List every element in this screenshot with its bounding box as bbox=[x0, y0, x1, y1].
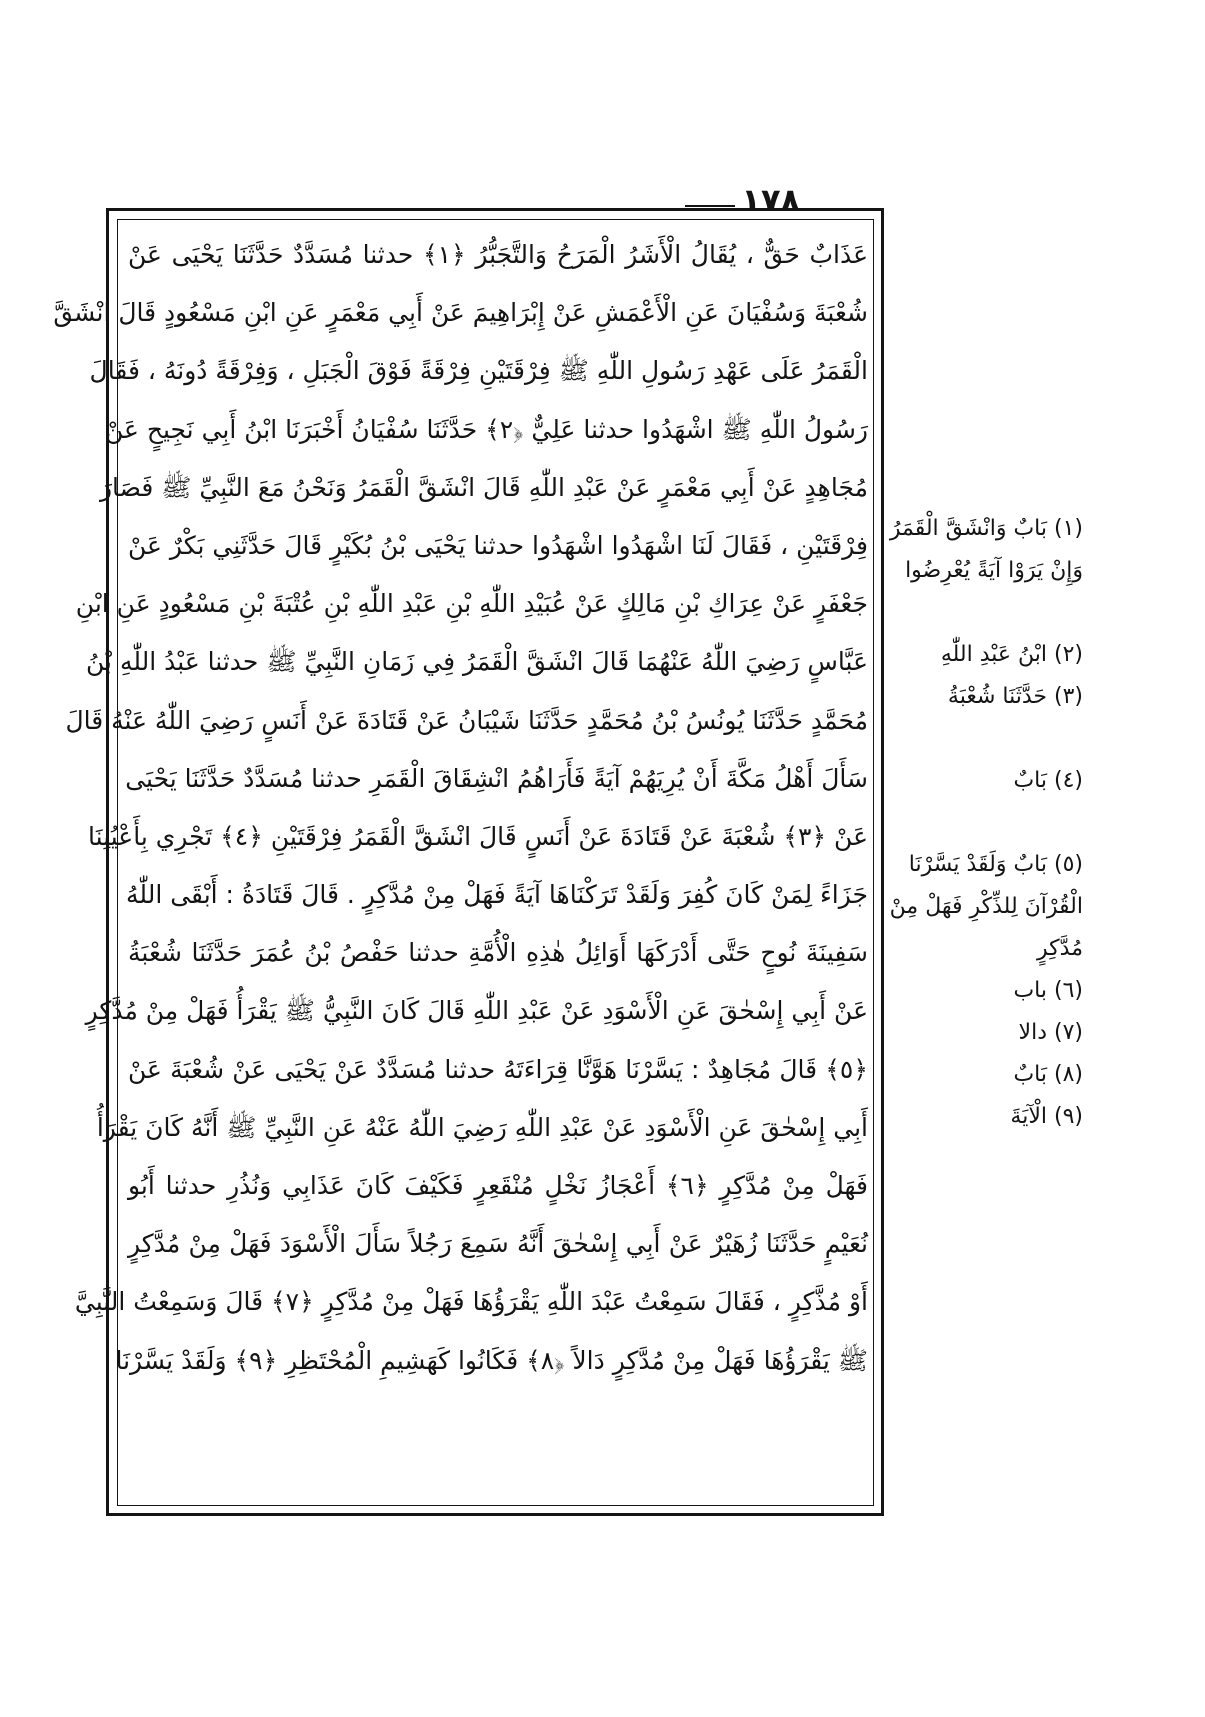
main-text-block bbox=[53, 226, 868, 1502]
text-line: سَفِينَةَ نُوحٍ حَتَّى أَدْرَكَهَا أَوَائِلُ هٰذِهِ الْأُمَّةِ حدثنا حَفْصُ بْنُ عُمَرَ حَدَّثَنَا شُعْبَةُ bbox=[128, 938, 868, 968]
margin-note: (٤) بَابٌ bbox=[1013, 768, 1083, 793]
text-line: فِرْقَتَيْنِ ، فَقَالَ لَنَا اشْهَدُوا اشْهَدُوا حدثنا يَحْيَى بْنُ بُكَيْرٍ قَالَ حَدَّثَنِي بَكْرٌ عَنْ bbox=[128, 530, 868, 560]
margin-note: (٢) ابْنُ عَبْدِ اللّٰهِ bbox=[940, 642, 1083, 667]
text-line: سَأَلَ أَهْلُ مَكَّةَ أَنْ يُرِيَهُمْ آيَةً فَأَرَاهُمُ انْشِقَاقَ الْقَمَرِ حدثنا مُسَدَّدٌ حَدَّثَنَا يَحْيَى bbox=[125, 763, 868, 793]
text-line: عَنْ أَبِي إِسْحٰقَ عَنِ الْأَسْوَدِ عَنْ عَبْدِ اللّٰهِ قَالَ كَانَ النَّبِيُّ ﷺ يَقْرَأُ فَهَلْ مِنْ مُدَّكِرٍ bbox=[85, 996, 868, 1026]
text-line: شُعْبَةَ وَسُفْيَانَ عَنِ الْأَعْمَشِ عَنْ إِبْرَاهِيمَ عَنْ أَبِي مَعْمَرٍ عَنِ ابْنِ مَسْعُودٍ قَالَ انْشَقَّ bbox=[53, 298, 868, 328]
text-line: ﷺ يَقْرَؤُهَا فَهَلْ مِنْ مُدَّكِرٍ دَالاً ﴿٨﴾ فَكَانُوا كَهَشِيمِ الْمُحْتَظِرِ ﴿٩﴾ وَلَقَدْ يَسَّرْنَا bbox=[115, 1345, 868, 1375]
page-number: ۱۷۸ bbox=[741, 181, 800, 219]
text-line: رَسُولُ اللّٰهِ ﷺ اشْهَدُوا حدثنا عَلِيٌّ ﴿٢﴾ حَدَّثَنَا سُفْيَانُ أَخْبَرَنَا ابْنُ أَبِي نَجِيحٍ عَنْ bbox=[104, 414, 868, 444]
margin-note: مُدَّكِرٍ bbox=[1037, 936, 1083, 961]
text-line: ﴿٥﴾ قَالَ مُجَاهِدٌ : يَسَّرْنَا هَوَّنَّا قِرَاءَتَهُ حدثنا مُسَدَّدٌ عَنْ يَحْيَى عَنْ شُعْبَةَ عَنْ bbox=[128, 1054, 868, 1084]
text-line: فَهَلْ مِنْ مُدَّكِرٍ ﴿٦﴾ أَعْجَازُ نَخْلٍ مُنْقَعِرٍ فَكَيْفَ كَانَ عَذَابِي وَنُذُرِ حدثنا أَبُو bbox=[128, 1171, 868, 1200]
margin-note: (٥) بَابٌ وَلَقَدْ يَسَّرْنَا bbox=[908, 852, 1083, 877]
text-line: أَبِي إِسْحٰقَ عَنِ الْأَسْوَدِ عَنْ عَبْدِ اللّٰهِ رَضِيَ اللّٰهُ عَنْهُ عَنِ النَّبِيِّ ﷺ أَنَّهُ كَانَ يَقْرَأُ bbox=[96, 1112, 868, 1142]
text-line: مُحَمَّدٍ حَدَّثَنَا يُونُسُ بْنُ مُحَمَّدٍ حَدَّثَنَا شَيْبَانُ عَنْ قَتَادَةَ عَنْ أَنَسٍ رَضِيَ اللّٰهُ عَنْهُ قَالَ bbox=[65, 705, 868, 735]
text-line: نُعَيْمٍ حَدَّثَنَا زُهَيْرٌ عَنْ أَبِي إِسْحٰقَ أَنَّهُ سَمِعَ رَجُلاً سَأَلَ الْأَسْوَدَ فَهَلْ مِنْ مُدَّكِرٍ bbox=[128, 1229, 868, 1259]
text-line: الْقَمَرُ عَلَى عَهْدِ رَسُولِ اللّٰهِ ﷺ فِرْقَتَيْنِ فِرْقَةً فَوْقَ الْجَبَلِ ، وَفِرْقَةً دُونَهُ ، فَقَالَ bbox=[89, 356, 868, 386]
text-line: جَعْفَرٍ عَنْ عِرَاكِ بْنِ مَالِكٍ عَنْ عُبَيْدِ اللّٰهِ بْنِ عَبْدِ اللّٰهِ بْنِ عُتْبَةَ بْنِ مَسْعُودٍ عَنِ ابْنِ bbox=[75, 589, 868, 619]
text-line: عَنْ ﴿٣﴾ شُعْبَةَ عَنْ قَتَادَةَ عَنْ أَنَسٍ قَالَ انْشَقَّ الْقَمَرُ فِرْقَتَيْنِ ﴿٤﴾ تَجْرِي بِأَعْيُنِنَا bbox=[88, 821, 868, 851]
text-line: عَبَّاسٍ رَضِيَ اللّٰهُ عَنْهُمَا قَالَ انْشَقَّ الْقَمَرُ فِي زَمَانِ النَّبِيِّ ﷺ حدثنا عَبْدُ اللّٰهِ بْنُ bbox=[86, 647, 868, 677]
margin-notes bbox=[888, 508, 1083, 1208]
header-rule bbox=[685, 205, 735, 207]
text-line: أَوْ مُذَّكِرٍ ، فَقَالَ سَمِعْتُ عَبْدَ اللّٰهِ يَقْرَؤُهَا فَهَلْ مِنْ مُدَّكِرٍ ﴿٧﴾ قَالَ وَسَمِعْتُ النَّبِيَّ bbox=[74, 1287, 868, 1317]
margin-note: (٩) الْآيَةَ bbox=[1010, 1104, 1083, 1129]
margin-note: (٨) بَابٌ bbox=[1013, 1062, 1083, 1087]
margin-note: وَإِنْ يَرَوْا آيَةً يُعْرِضُوا bbox=[905, 558, 1083, 583]
text-line: عَذَابٌ حَقٌّ ، يُقَالُ الْأَشَرُ الْمَرَحُ وَالتَّجَبُّرُ ﴿١﴾ حدثنا مُسَدَّدٌ حَدَّثَنَا يَحْيَى عَنْ bbox=[128, 240, 868, 269]
margin-note: (٣) حَدَّثَنَا شُعْبَةُ bbox=[947, 684, 1083, 709]
margin-note: (٧) دالا bbox=[1018, 1020, 1083, 1045]
margin-note bbox=[888, 718, 1083, 760]
margin-note: (١) بَابٌ وَانْشَقَّ الْقَمَرُ bbox=[889, 516, 1083, 541]
margin-note bbox=[888, 592, 1083, 634]
text-line: جَزَاءً لِمَنْ كَانَ كُفِرَ وَلَقَدْ تَرَكْنَاهَا آيَةً فَهَلْ مِنْ مُدَّكِرٍ . قَالَ قَتَادَةُ : أَبْقَى اللّٰهُ bbox=[126, 880, 868, 910]
margin-note bbox=[888, 802, 1083, 844]
text-line: مُجَاهِدٍ عَنْ أَبِي مَعْمَرٍ عَنْ عَبْدِ اللّٰهِ قَالَ انْشَقَّ الْقَمَرُ وَنَحْنُ مَعَ النَّبِيِّ ﷺ فَصَارَ bbox=[99, 472, 868, 502]
margin-note: (٦) باب bbox=[1013, 978, 1083, 1003]
margin-note: الْقُرْآنَ لِلذِّكْرِ فَهَلْ مِنْ bbox=[889, 894, 1083, 919]
